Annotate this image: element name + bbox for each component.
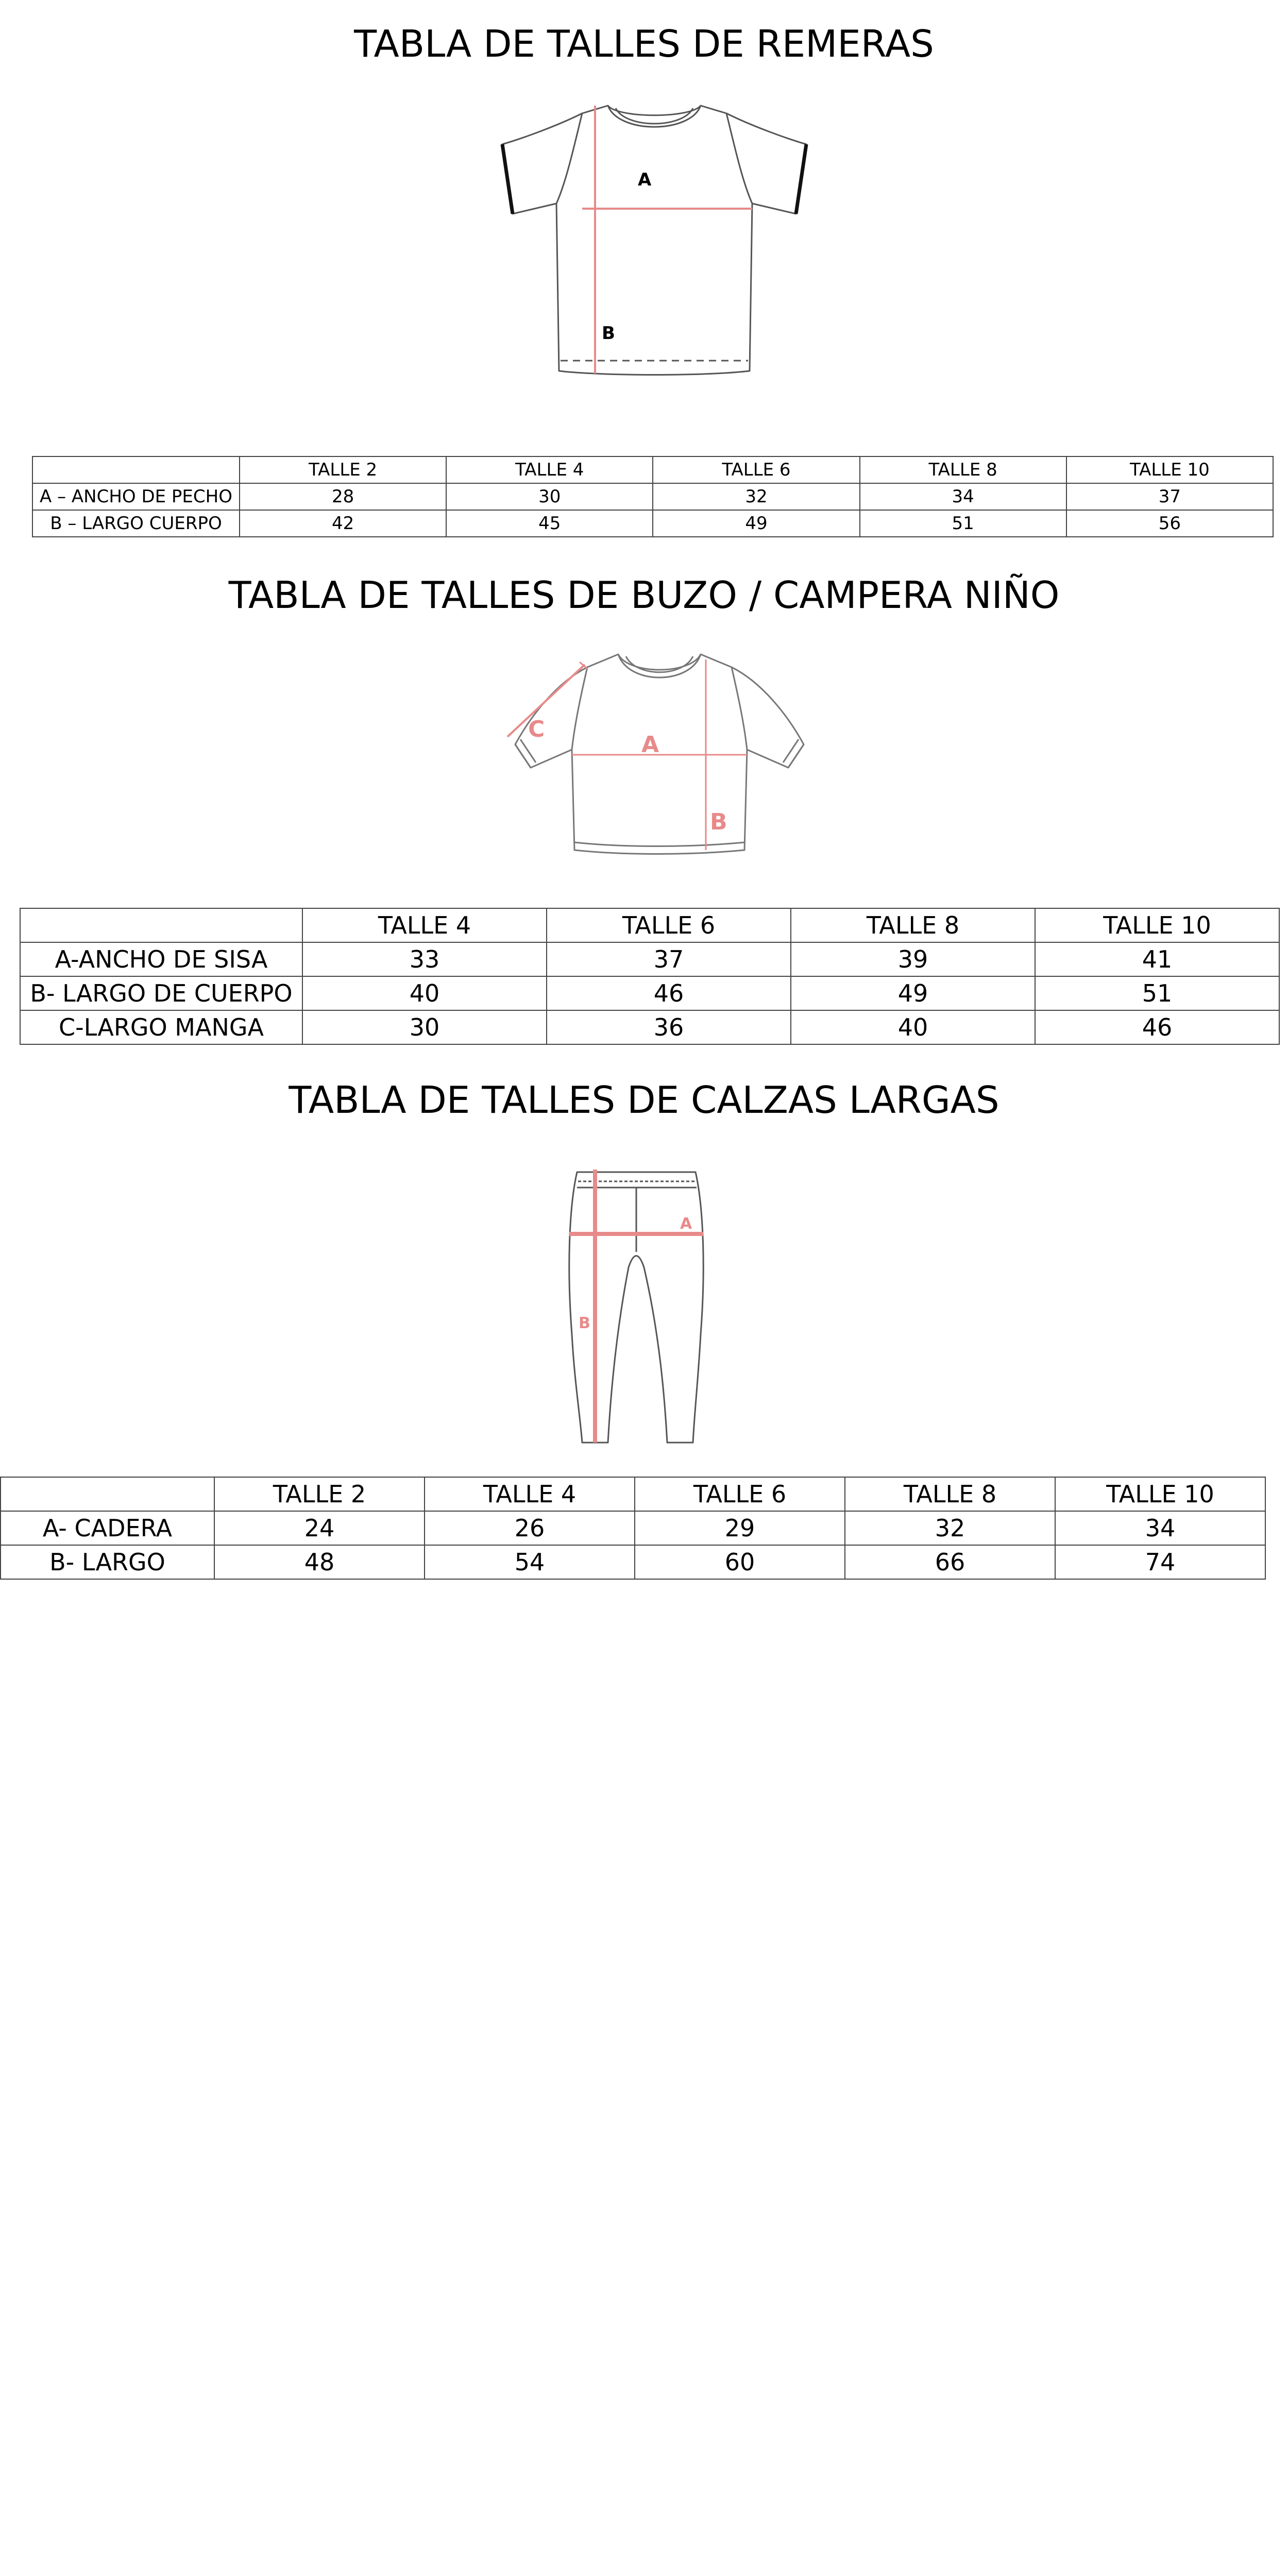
table-cell: 54	[425, 1545, 635, 1579]
row-label: C-LARGO MANGA	[20, 1010, 302, 1044]
table-cell: 34	[860, 483, 1066, 510]
header-cell	[1, 1477, 214, 1511]
table-cell: 32	[845, 1511, 1055, 1545]
header-cell: TALLE 2	[214, 1477, 425, 1511]
label-a: A	[641, 732, 659, 758]
table-row	[32, 510, 1273, 537]
table-cell: 46	[1035, 1010, 1279, 1044]
table-cell: 46	[547, 976, 791, 1010]
header-cell: TALLE 2	[240, 456, 446, 483]
table-cell: 40	[791, 1010, 1035, 1044]
row-label: B- LARGO	[1, 1545, 214, 1579]
label-b: B	[710, 809, 727, 835]
sweater-illustration	[469, 644, 840, 876]
header-cell: TALLE 10	[1066, 456, 1273, 483]
table-cell: 28	[240, 483, 446, 510]
leggings-illustration	[562, 1164, 716, 1448]
buzo-title: TABLA DE TALLES DE BUZO / CAMPERA NIÑO	[228, 573, 1060, 617]
row-label: B – LARGO CUERPO	[32, 510, 240, 537]
table-cell: 26	[425, 1511, 635, 1545]
label-c: C	[528, 716, 545, 742]
row-label: A- CADERA	[1, 1511, 214, 1545]
table-cell: 74	[1055, 1545, 1265, 1579]
calzas-size-table	[0, 1477, 1266, 1580]
label-b: B	[579, 1314, 590, 1332]
table-cell: 34	[1055, 1511, 1265, 1545]
row-label: B- LARGO DE CUERPO	[20, 976, 302, 1010]
remeras-size-table	[32, 456, 1274, 537]
table-cell: 30	[446, 483, 653, 510]
table-cell: 29	[635, 1511, 845, 1545]
table-cell: 56	[1066, 510, 1273, 537]
table-row	[20, 942, 1279, 976]
tshirt-illustration	[500, 98, 809, 381]
label-a: A	[680, 1215, 692, 1233]
row-label: A-ANCHO DE SISA	[20, 942, 302, 976]
table-row	[1, 1545, 1265, 1579]
header-cell: TALLE 6	[653, 456, 859, 483]
table-cell: 51	[1035, 976, 1279, 1010]
header-cell: TALLE 6	[547, 908, 791, 942]
table-cell: 33	[302, 942, 547, 976]
table-header-row	[32, 456, 1273, 483]
table-row	[20, 1010, 1279, 1044]
table-cell: 24	[214, 1511, 425, 1545]
table-cell: 30	[302, 1010, 547, 1044]
table-cell: 37	[1066, 483, 1273, 510]
header-cell: TALLE 8	[860, 456, 1066, 483]
row-label: A – ANCHO DE PECHO	[32, 483, 240, 510]
header-cell: TALLE 10	[1035, 908, 1279, 942]
table-cell: 40	[302, 976, 547, 1010]
table-cell: 42	[240, 510, 446, 537]
tshirt-diagram	[500, 98, 809, 381]
sweater-diagram	[469, 644, 840, 876]
table-header-row	[20, 908, 1279, 942]
leggings-diagram	[562, 1164, 716, 1448]
remeras-title: TABLA DE TALLES DE REMERAS	[354, 22, 934, 65]
buzo-size-table	[20, 908, 1280, 1045]
table-cell: 49	[791, 976, 1035, 1010]
table-cell: 41	[1035, 942, 1279, 976]
table-cell: 32	[653, 483, 859, 510]
header-cell: TALLE 10	[1055, 1477, 1265, 1511]
calzas-title: TABLA DE TALLES DE CALZAS LARGAS	[289, 1078, 999, 1122]
table-header-row	[1, 1477, 1265, 1511]
label-a: A	[638, 170, 652, 190]
table-cell: 36	[547, 1010, 791, 1044]
header-cell: TALLE 4	[446, 456, 653, 483]
header-cell: TALLE 6	[635, 1477, 845, 1511]
table-row	[32, 483, 1273, 510]
header-cell: TALLE 4	[425, 1477, 635, 1511]
table-cell: 51	[860, 510, 1066, 537]
table-row	[20, 976, 1279, 1010]
table-row	[1, 1511, 1265, 1545]
table-cell: 45	[446, 510, 653, 537]
table-cell: 48	[214, 1545, 425, 1579]
header-cell: TALLE 8	[845, 1477, 1055, 1511]
header-cell	[20, 908, 302, 942]
header-cell: TALLE 4	[302, 908, 547, 942]
table-cell: 60	[635, 1545, 845, 1579]
header-cell	[32, 456, 240, 483]
table-cell: 66	[845, 1545, 1055, 1579]
table-cell: 37	[547, 942, 791, 976]
table-cell: 39	[791, 942, 1035, 976]
table-cell: 49	[653, 510, 859, 537]
header-cell: TALLE 8	[791, 908, 1035, 942]
label-b: B	[602, 323, 615, 344]
